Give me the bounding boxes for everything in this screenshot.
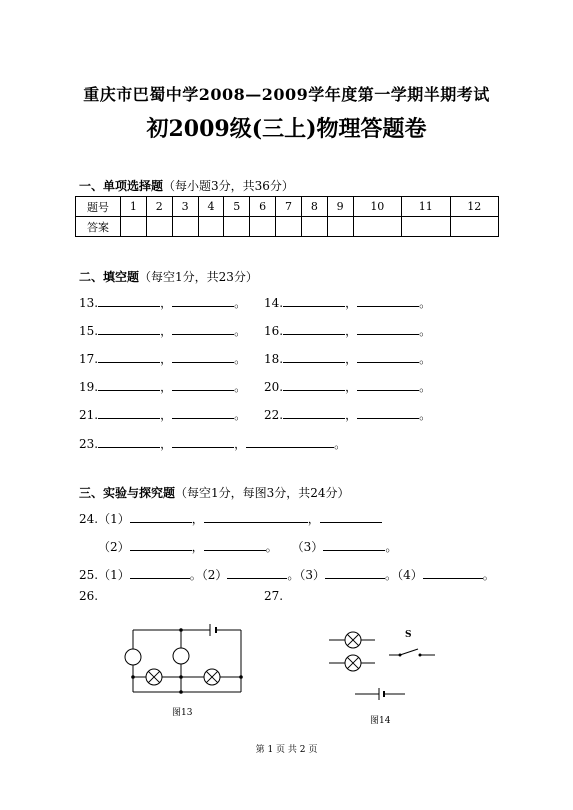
blank[interactable] xyxy=(98,436,160,448)
blank[interactable] xyxy=(172,323,234,335)
answer-cell[interactable] xyxy=(327,217,353,237)
junction-dot xyxy=(131,675,135,679)
period: 。 xyxy=(419,324,432,338)
comma: ， xyxy=(160,296,173,310)
answer-cell[interactable] xyxy=(250,217,276,237)
junction-dot xyxy=(239,675,243,679)
blank[interactable] xyxy=(130,511,192,523)
answer-cell[interactable] xyxy=(146,217,172,237)
grid-number: 12 xyxy=(450,197,499,217)
period: 。 xyxy=(189,568,202,582)
junction-dot xyxy=(179,690,183,694)
paper-subtitle: 初2009级(三上)物理答题卷 xyxy=(146,116,427,142)
comma: ， xyxy=(345,408,358,422)
ammeter-middle-icon xyxy=(173,648,189,664)
section1-heading: 一、单项选择题 xyxy=(79,179,164,193)
components-figure-14 xyxy=(325,628,445,708)
question-number: 19. xyxy=(79,380,99,394)
grid-number: 6 xyxy=(250,197,276,217)
section3-note: （每空1分，每图3分，共24分） xyxy=(175,486,350,500)
period: 。 xyxy=(419,408,432,422)
comma: ， xyxy=(160,324,173,338)
grid-number: 11 xyxy=(402,197,450,217)
question-number: 17. xyxy=(79,352,99,366)
period: 。 xyxy=(385,568,398,582)
blank[interactable] xyxy=(283,407,345,419)
junction-dot xyxy=(179,675,183,679)
row-label-answer: 答案 xyxy=(76,217,121,237)
blank[interactable] xyxy=(246,436,334,448)
grid-number: 9 xyxy=(327,197,353,217)
blank[interactable] xyxy=(283,295,345,307)
comma: ， xyxy=(345,324,358,338)
blank[interactable] xyxy=(320,511,382,523)
blank[interactable] xyxy=(130,567,190,579)
answer-cell[interactable] xyxy=(276,217,302,237)
answer-grid xyxy=(75,196,499,237)
question-24-line1 xyxy=(79,510,382,527)
section2-note: （每空1分，共23分） xyxy=(139,270,258,284)
period: 。 xyxy=(234,324,247,338)
question-26-label: 26. xyxy=(79,589,99,603)
figure-14-caption: 图14 xyxy=(370,716,391,726)
blank[interactable] xyxy=(357,295,419,307)
period: 。 xyxy=(234,352,247,366)
comma: ， xyxy=(345,380,358,394)
blank[interactable] xyxy=(227,567,287,579)
fill-item-21 xyxy=(79,406,246,423)
blank[interactable] xyxy=(357,407,419,419)
blank[interactable] xyxy=(204,511,308,523)
period: 。 xyxy=(265,540,278,554)
comma: ， xyxy=(160,437,173,451)
circuit-figure-13 xyxy=(115,615,255,705)
answer-grid-number-row xyxy=(76,197,499,217)
period: 。 xyxy=(234,408,247,422)
answer-cell[interactable] xyxy=(450,217,499,237)
fill-item-14 xyxy=(264,294,431,311)
answer-cell[interactable] xyxy=(172,217,198,237)
fill-item-18 xyxy=(264,350,431,367)
comma: ， xyxy=(160,380,173,394)
part-4-label: （4） xyxy=(397,568,423,582)
question-number: 23. xyxy=(79,437,99,451)
section1-header xyxy=(79,177,294,194)
grid-number: 3 xyxy=(172,197,198,217)
section2-header xyxy=(79,268,258,285)
comma: ， xyxy=(191,540,204,554)
answer-grid-answer-row xyxy=(76,217,499,237)
blank[interactable] xyxy=(283,351,345,363)
switch-contact xyxy=(419,654,422,657)
row-label-number: 题号 xyxy=(76,197,121,217)
blank[interactable] xyxy=(323,539,385,551)
switch-pivot xyxy=(399,654,402,657)
grid-number: 7 xyxy=(276,197,302,217)
question-number: 16. xyxy=(264,324,284,338)
fill-item-15 xyxy=(79,322,246,339)
part-3-label: （3） xyxy=(291,540,324,554)
blank[interactable] xyxy=(357,379,419,391)
blank[interactable] xyxy=(172,295,234,307)
answer-cell[interactable] xyxy=(353,217,401,237)
blank[interactable] xyxy=(98,407,160,419)
switch-label: S xyxy=(405,630,412,640)
question-number: 20. xyxy=(264,380,284,394)
figure-13-caption: 图13 xyxy=(172,708,193,718)
grid-number: 1 xyxy=(121,197,147,217)
blank[interactable] xyxy=(98,379,160,391)
fill-item-16 xyxy=(264,322,431,339)
period: 。 xyxy=(385,540,398,554)
grid-number: 8 xyxy=(301,197,327,217)
period: 。 xyxy=(287,568,300,582)
grid-number: 2 xyxy=(146,197,172,217)
blank[interactable] xyxy=(172,407,234,419)
blank[interactable] xyxy=(98,295,160,307)
fill-item-19 xyxy=(79,378,246,395)
section3-header xyxy=(79,484,350,501)
blank[interactable] xyxy=(283,379,345,391)
period: 。 xyxy=(419,296,432,310)
question-number: 14. xyxy=(264,296,284,310)
comma: ， xyxy=(345,352,358,366)
question-number: 22. xyxy=(264,408,284,422)
period: 。 xyxy=(482,568,495,582)
period: 。 xyxy=(234,380,247,394)
period: 。 xyxy=(334,437,347,451)
question-number: 18. xyxy=(264,352,284,366)
fill-item-17 xyxy=(79,350,246,367)
question-24-line2 xyxy=(98,538,397,555)
section3-heading: 三、实验与探究题 xyxy=(79,486,176,500)
question-number: 15. xyxy=(79,324,99,338)
answer-cell[interactable] xyxy=(121,217,147,237)
blank[interactable] xyxy=(357,323,419,335)
blank[interactable] xyxy=(98,351,160,363)
blank[interactable] xyxy=(130,539,192,551)
period: 。 xyxy=(419,380,432,394)
part-2-label: （2） xyxy=(201,568,228,582)
part-2-label: （2） xyxy=(98,540,130,554)
question-number: 24. xyxy=(79,512,99,526)
ammeter-left-icon xyxy=(125,649,141,665)
blank[interactable] xyxy=(423,567,483,579)
fill-item-23 xyxy=(79,435,346,452)
question-27-label: 27. xyxy=(264,589,284,603)
comma: ， xyxy=(160,352,173,366)
comma: ， xyxy=(307,512,320,526)
answer-cell[interactable] xyxy=(301,217,327,237)
section2-heading: 二、填空题 xyxy=(79,270,140,284)
blank[interactable] xyxy=(172,436,234,448)
answer-cell[interactable] xyxy=(224,217,250,237)
comma: ， xyxy=(345,296,358,310)
page-footer: 第 1 页 共 2 页 xyxy=(255,745,318,755)
blank[interactable] xyxy=(98,323,160,335)
blank[interactable] xyxy=(172,351,234,363)
question-number: 25. xyxy=(79,568,99,582)
junction-dot xyxy=(179,628,183,632)
grid-number: 5 xyxy=(224,197,250,217)
blank[interactable] xyxy=(325,567,385,579)
blank[interactable] xyxy=(172,379,234,391)
section1-note: （每小题3分，共36分） xyxy=(163,179,294,193)
answer-cell[interactable] xyxy=(198,217,224,237)
period: 。 xyxy=(419,352,432,366)
blank[interactable] xyxy=(204,539,266,551)
question-number: 13. xyxy=(79,296,99,310)
blank[interactable] xyxy=(357,351,419,363)
grid-number: 4 xyxy=(198,197,224,217)
part-1-label: （1） xyxy=(98,568,130,582)
blank[interactable] xyxy=(283,323,345,335)
question-number: 21. xyxy=(79,408,99,422)
fill-item-20 xyxy=(264,378,431,395)
switch-blade xyxy=(400,649,418,655)
fill-item-22 xyxy=(264,406,431,423)
grid-number: 10 xyxy=(353,197,401,217)
comma: ， xyxy=(160,408,173,422)
period: 。 xyxy=(234,296,247,310)
comma: ， xyxy=(234,437,247,451)
fill-item-13 xyxy=(79,294,246,311)
exam-title: 重庆市巴蜀中学2008—2009学年度第一学期半期考试 xyxy=(83,85,490,104)
part-3-label: （3） xyxy=(299,568,326,582)
comma: ， xyxy=(191,512,204,526)
answer-cell[interactable] xyxy=(402,217,450,237)
question-25 xyxy=(79,566,495,583)
part-1-label: （1） xyxy=(98,512,130,526)
